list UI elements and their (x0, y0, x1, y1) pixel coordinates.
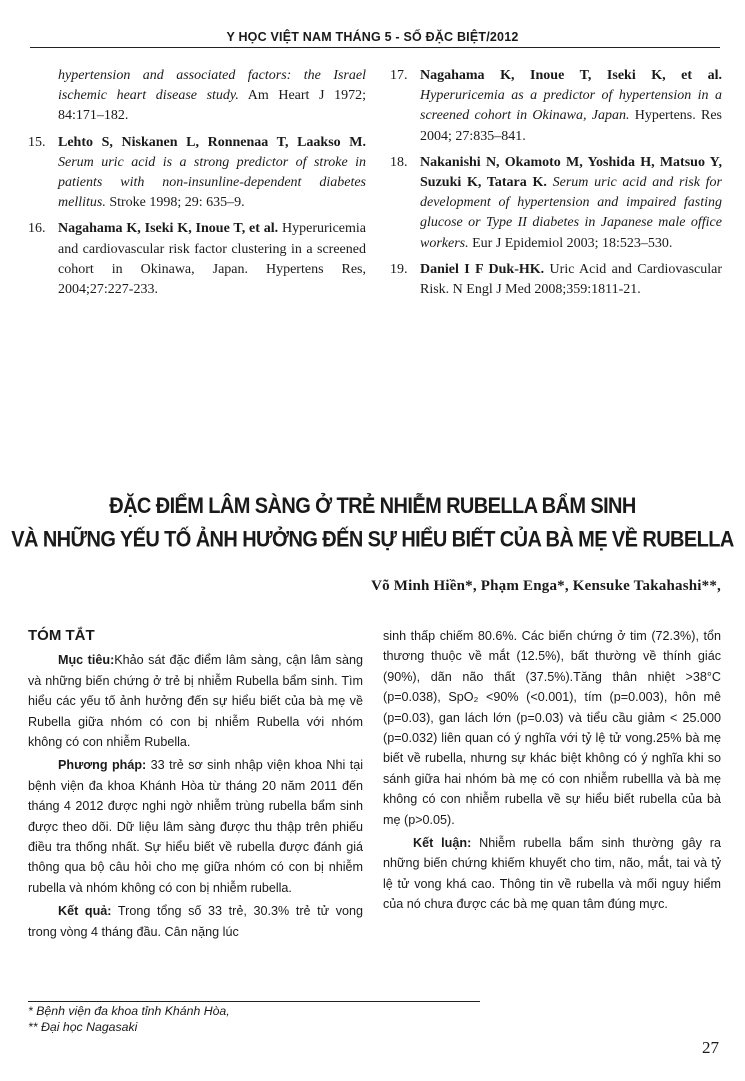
abstract-results (28, 901, 363, 942)
reference-authors: Nagahama K, Iseki K, Inoue T, et al. (58, 221, 279, 237)
reference-item (390, 260, 722, 300)
abstract-right-column (383, 626, 721, 918)
references-left-column (28, 66, 366, 306)
reference-authors: Lehto S, Niskanen L, Ronnenaa T, Laakso M. (58, 134, 366, 150)
abstract-results-continued: sinh thấp chiếm 80.6%. Các biến chứng ở tim (72.3%), tổn thương thuộc về mắt (12.5%), bất thường về thính giác (90%), dãn não thất (37.5%).Tăng thân nhiệt >38°C (p=0.038), SpO₂ <90% (<0.001), tím (p=0.003), hôn mê (p=0.03), gan lách lớn (p=0.03) và tiểu cầu giảm < 25.000 (p=0.032) liên quan có ý nghĩa với tỷ lệ tử vong.25% bà mẹ biết về rubella, nhưng sự khác biệt không có ý nghĩa khi so sánh giữa hai nhóm bà mẹ có con nhiễm rubellla và bà mẹ không có con nhiễm rubella về sự hiểu biết rubella của bà mẹ (p>0.05). (383, 629, 721, 827)
objective-label: Mục tiêu: (58, 653, 115, 668)
reference-authors: Daniel I F Duk-HK. (420, 261, 545, 277)
reference-authors: Nakanishi N, Okamoto M, Yoshida H, Matsuo Y, Suzuki K, Tatara K. (420, 154, 722, 191)
reference-title: Hyperuricemia as a predictor of hypertension in a screened cohort in Okinawa, Japan. (420, 88, 722, 124)
reference-number: 17. (390, 68, 408, 83)
reference-item (28, 133, 366, 214)
reference-item (390, 153, 722, 254)
reference-title: Serum uric acid and risk for development of hypertension and impaired fasting glucose or Type II diabetes in Japanese male office workers. (420, 175, 723, 251)
reference-source: Eur J Epidemiol 2003; 18:523–530. (468, 235, 673, 251)
reference-source: Uric Acid and Cardiovascular Risk. N Engl J Med 2008;359:1811-21. (420, 261, 723, 298)
reference-authors: Nagahama K, Inoue T, Iseki K, et al. (420, 68, 722, 83)
abstract-method (28, 755, 363, 898)
conclusion-text: Nhiễm rubella bẩm sinh thường gây ra những biến chứng khiếm khuyết cho tim, não, mắt, tai và tỷ lệ tử vong khá cao. Thông tin về rubella và mối nguy hiểm của nó chưa được các bà mẹ quan tâm đúng mực. (383, 836, 721, 912)
reference-title: hypertension and associated factors: the Israel ischemic heart disease study. (58, 68, 366, 104)
abstract-objective (28, 650, 363, 752)
reference-source: Hyperuricemia and cardiovascular risk factor clustering in a screened cohort in Okinawa, Japan. Hypertens Res, 2004;27:227-233. (58, 221, 366, 298)
reference-number: 19. (390, 261, 408, 277)
references-right-column (390, 66, 722, 306)
header-divider (30, 47, 720, 48)
abstract-heading: TÓM TẮT (28, 627, 95, 644)
reference-title: Serum uric acid is a strong predictor of stroke in patients with non-insunline-dependent diabetes mellitus. (58, 154, 366, 211)
results-label: Kết quả: (58, 904, 112, 919)
footnote-affiliation-1: * Bệnh viện đa khoa tỉnh Khánh Hòa, (28, 1004, 230, 1018)
reference-item (28, 66, 366, 127)
conclusion-label: Kết luận: (413, 836, 472, 851)
article-title-line-2: VÀ NHỮNG YẾU TỐ ẢNH HƯỞNG ĐẾN SỰ HIỂU BIẾT CỦA BÀ MẸ VỀ RUBELLA (11, 527, 734, 553)
article-authors: Võ Minh Hiền*, Phạm Enga*, Kensuke Takahashi**, (371, 578, 721, 594)
reference-item (28, 219, 366, 300)
footnote-affiliation-2: ** Đại học Nagasaki (28, 1020, 138, 1034)
abstract-conclusion (383, 833, 721, 915)
article-title (0, 489, 745, 556)
article-title-line-1: ĐẶC ĐIỂM LÂM SÀNG Ở TRẺ NHIỄM RUBELLA BẨM SINH (109, 493, 636, 519)
reference-number: 16. (28, 221, 46, 237)
method-label: Phương pháp: (58, 758, 147, 773)
reference-source: Hypertens. Res 2004; 27:835–841. (420, 108, 722, 144)
reference-source: Am Heart J 1972; 84:171–182. (58, 88, 366, 124)
reference-number: 15. (28, 134, 46, 150)
footnotes (28, 1003, 230, 1035)
reference-number: 18. (390, 154, 408, 170)
reference-source: Stroke 1998; 29: 635–9. (105, 195, 245, 211)
results-text-start: Trong tổng số 33 trẻ, 30.3% trẻ tử vong trong vòng 4 tháng đầu. Cân nặng lúc (28, 904, 364, 939)
footnote-divider (28, 1001, 480, 1002)
reference-item (390, 66, 722, 147)
page-number: 27 (702, 1038, 719, 1057)
objective-text: Khảo sát đặc điểm lâm sàng, cận lâm sàng và những biến chứng ở trẻ bị nhiễm Rubella bẩm sinh. Tìm hiểu các yếu tố ảnh hưởng đến sự hiểu biết của bà mẹ về Rubella giữa nhóm có con bị nhiễm Rubella với nhóm không có con nhiễm Rubella. (28, 653, 363, 750)
abstract-left-column (28, 626, 363, 945)
journal-header: Y HỌC VIỆT NAM THÁNG 5 - SỐ ĐẶC BIỆT/2012 (226, 30, 519, 44)
method-text: 33 trẻ sơ sinh nhập viện khoa Nhi tại bệnh viện đa khoa Khánh Hòa từ tháng 20 năm 2011 đến tháng 4 2012 được nghi ngờ nhiễm trùng rubella bẩm sinh được theo dõi. Dữ liệu lâm sàng được thu thập trên phiếu điều tra thống nhất. Sự hiểu biết về rubella được đánh giá thông qua bộ câu hỏi cho mẹ giữa nhóm có con bị nhiễm rubella và nhóm không có con bị nhiễm rubella. (28, 758, 363, 895)
